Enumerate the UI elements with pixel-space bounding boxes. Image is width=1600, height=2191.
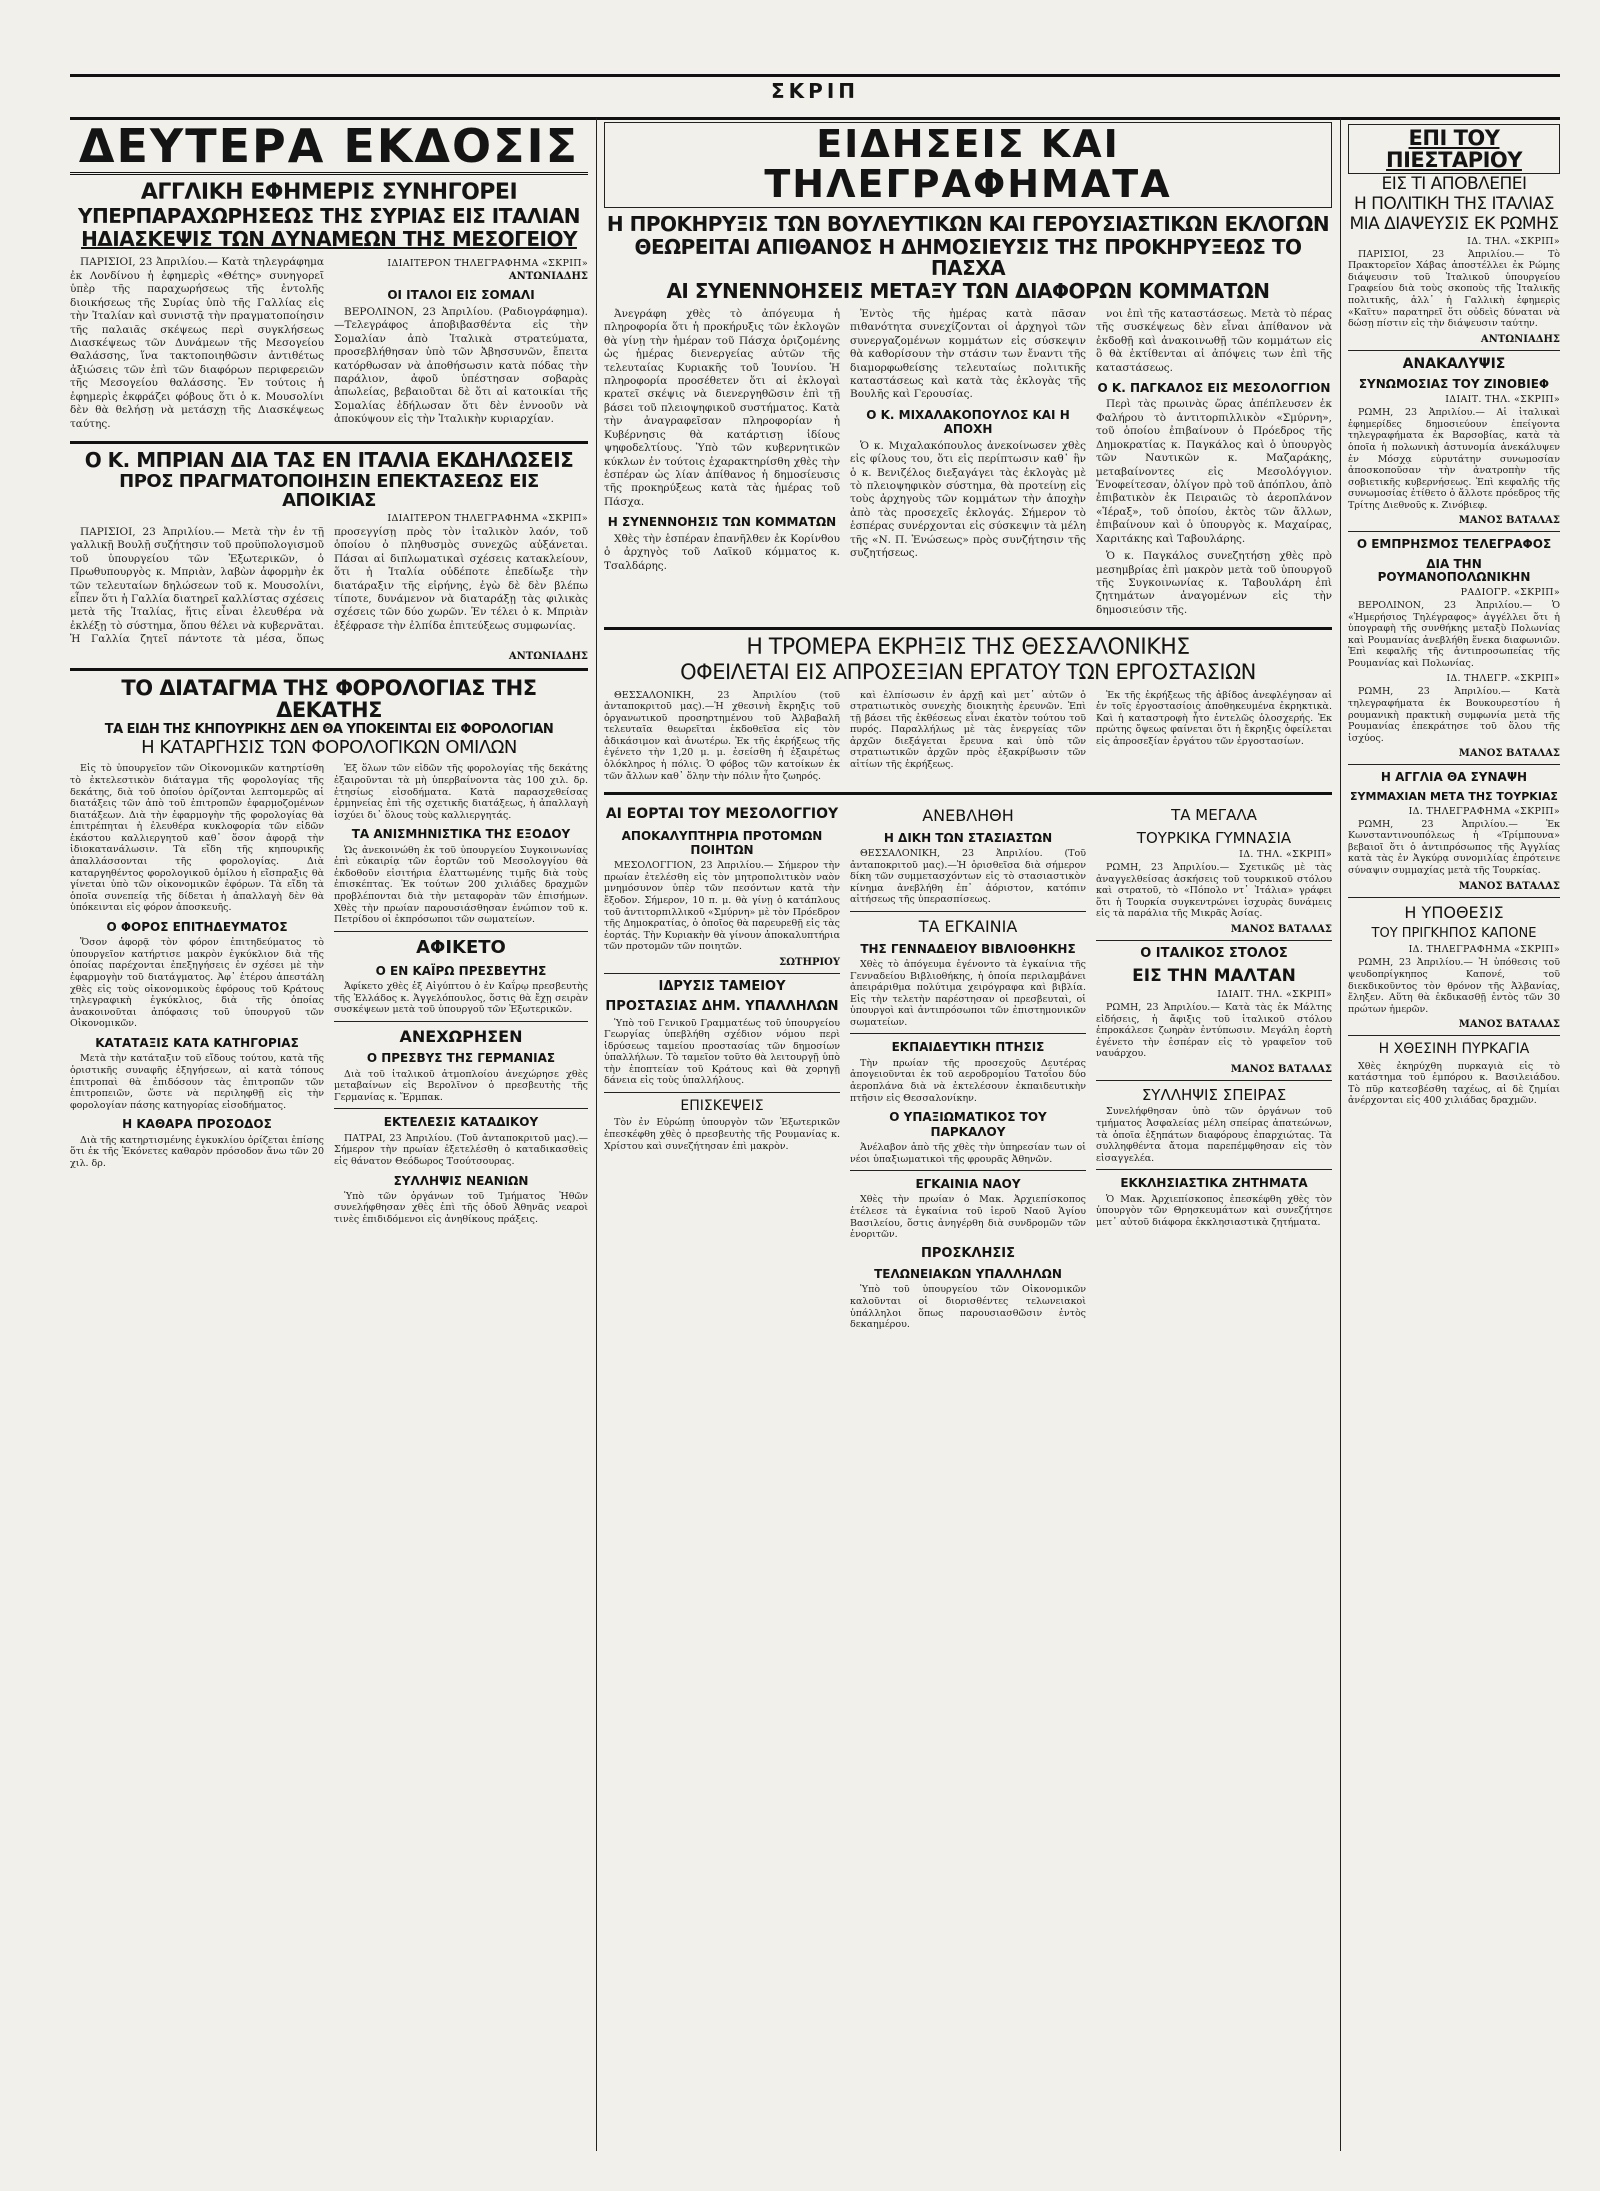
headline: ΘΕΩΡΕΙΤΑΙ ΑΠΙΘΑΝΟΣ Η ΔΗΜΟΣΙΕΥΣΙΣ ΤΗΣ ΠΡΟΚΗΡΥΞΕΩΣ ΤΟ ΠΑΣΧΑ — [634, 234, 1302, 280]
article-text: ΠΑΡΙΣΙΟΙ, 23 Ἀπριλίου.— Τὸ Πρακτορεῖον Χάβας ἀποστέλλει ἐκ Ρώμης διάψευσιν τοῦ Ἰταλικοῦ ὑπουργείου Γραφείου διὰ τοὺς σκοποὺς τῆς Ἰταλικῆς πολιτικῆς, ἀλλ᾽ ἡ Γαλλικὴ ἐφημερὶς «Καϊτυ» παρατηρεῖ ὅτι οὐδεὶς δύναται νὰ δώσῃ πίστιν εἰς τὴν διάψευσιν ταύτην. — [1348, 248, 1560, 330]
headline: ΤΟΥ ΠΡΙΓΚΗΠΟΣ ΚΑΠΟΝΕ — [1371, 926, 1537, 942]
section-rule — [1348, 350, 1560, 351]
headline: Ο Κ. ΜΠΡΙΑΝ ΔΙΑ ΤΑΣ ΕΝ ΙΤΑΛΙΑ ΕΚΔΗΛΩΣΕΙΣ — [84, 448, 574, 473]
author-signature: ΑΝΤΩΝΙΑΔΗΣ — [1480, 333, 1560, 345]
article-text: ΡΩΜΗ, 23 Ἀπριλίου.— Σχετικῶς μὲ τὰς ἀναγγελθείσας ἀσκήσεις τοῦ τουρκικοῦ στόλου καὶ στρατοῦ, τὸ «Πόπολο ντ᾽ Ἰτάλια» γράφει ὅτι ἡ Τουρκία συγκεντρώνει ἰσχυρὰς δυνάμεις εἰς τὰ παράλια τῆς Μικρᾶς Ἀσίας. — [1096, 862, 1332, 920]
lower-center-articles — [604, 801, 1332, 1335]
subheadline: Ο ΕΝ ΚΑΪΡΩ ΠΡΕΣΒΕΥΤΗΣ — [375, 963, 547, 978]
article-text: Ἀνέλαβον ἀπὸ τῆς χθὲς τὴν ὑπηρεσίαν των οἱ νέοι ὑπαξιωματικοὶ τῆς φρουρᾶς Ἀθηνῶν. — [850, 1141, 1086, 1165]
subheadline: Ο ΦΟΡΟΣ ΕΠΙΤΗΔΕΥΜΑΤΟΣ — [106, 919, 288, 934]
masthead — [70, 74, 1560, 120]
byline: ΙΔ. ΤΗΛΕΓΡΑΦΗΜΑ «ΣΚΡΙΠ» — [1408, 805, 1560, 817]
headline: ΑΦΙΚΕΤΟ — [416, 936, 506, 958]
article-text: ΡΩΜΗ, 23 Ἀπριλίου.— Κατὰ τὰς ἐκ Μάλτης εἰδήσεις, ἡ ἄφιξις τοῦ ἰταλικοῦ στόλου ἐπροκάλεσε ζωηρὰν ἐντύπωσιν. Μεγάλη ἑορτὴ ἐγένετο τὴν ἑσπέραν εἰς τὸ γραφεῖον τοῦ ναυάρχου. — [1096, 1002, 1332, 1060]
article-text: Ἐντὸς τῆς ἡμέρας κατὰ πᾶσαν πιθανότητα συνεχίζονται οἱ ἀρχηγοὶ τῶν συνεργαζομένων κομμάτων εἰς σύσκεψιν θὰ καθορίσουν τὴν στάσιν των ἔναντι τῆς διαμορφωθείσης τελευταίως πολιτικῆς καταστάσεως καὶ κατὰ τὰς ἐκλογὰς τῆς Βουλῆς καὶ Γερουσίας. — [850, 307, 1086, 401]
subheadline: ΑΠΟΚΑΛΥΠΤΗΡΙΑ ΠΡΟΤΟΜΩΝ ΠΟΙΗΤΩΝ — [621, 828, 823, 857]
section-rule — [1096, 940, 1332, 941]
section-rule — [850, 1170, 1086, 1171]
article-text: Περὶ τὰς πρωινὰς ὥρας ἀπέπλευσεν ἐκ Φαλήρου τὸ ἀντιτορπιλλικὸν «Σμύρνη», τοῦ ὁποίου ἐπιβαίνουν ὁ Πρόεδρος τῆς Δημοκρατίας κ. Παγκάλος καὶ ὁ ὑπουργὸς τῶν Ναυτικῶν κ. Μαζαράκης, μεταβαίνοντες εἰς Μεσολόγγιον. Ἐνοφείτεσαν, ὀλίγον πρὸ τοῦ ἀπόπλου, ἀπὸ ἐπιβατικὸν ἐκ Πειραιῶς τὸ ἀεροπλάνον «Ἱέραξ», τοῦ ὁποίου, ἐκτὸς τῶν ἄλλων, ἐπιβαίνουν καὶ ὁ ὑπουργὸς κ. Μαχαίρας, Χαριτάκης καὶ Ταβουλάρης. — [1096, 398, 1332, 545]
byline: ΙΔΙΑΙΤΕΡΟΝ ΤΗΛΕΓΡΑΦΗΜΑ «ΣΚΡΙΠ» — [387, 258, 588, 270]
subheadline: ΤΗΣ ΓΕΝΝΑΔΕΙΟΥ ΒΙΒΛΙΟΘΗΚΗΣ — [860, 941, 1076, 956]
subheadline: Ο ΠΡΕΣΒΥΣ ΤΗΣ ΓΕΡΜΑΝΙΑΣ — [366, 1051, 556, 1066]
news-banner: ΕΙΔΗΣΕΙΣ ΚΑΙ ΤΗΛΕΓΡΑΦΗΜΑΤΑ — [604, 122, 1332, 208]
left-section — [70, 122, 588, 2152]
article-text: Ὑπὸ τοῦ Γενικοῦ Γραμματέως τοῦ ὑπουργείου Γεωργίας ὑπεβλήθη σχέδιον νόμου περὶ ἱδρύσεως ταμείου προστασίας τῶν δημοσίων ὑπαλλήλων. Τὸ ταμεῖον τοῦτο θὰ λειτουργῇ ὑπὸ τὴν ἐποπτείαν τοῦ Κράτους καὶ θὰ χορηγῇ δάνεια εἰς τοὺς ὑπαλλήλους. — [604, 1017, 840, 1087]
article-text: Ὁ Μακ. Ἀρχιεπίσκοπος ἐπεσκέφθη χθὲς τὸν ὑπουργὸν τῶν Θρησκευμάτων καὶ συνεζήτησε μετ᾽ αὐτοῦ διάφορα ἐκκλησιαστικὰ ζητήματα. — [1096, 1193, 1332, 1228]
headline: ΣΥΛΛΗΨΙΣ ΣΠΕΙΡΑΣ — [1141, 1085, 1287, 1104]
author-signature: ΜΑΝΟΣ ΒΑΤΑΛΑΣ — [1230, 1063, 1332, 1075]
article-text: Χθὲς τὴν πρωίαν ὁ Μακ. Ἀρχιεπίσκοπος ἐτέλεσε τὰ ἐγκαίνια τοῦ ἱεροῦ Ναοῦ Ἁγίου Βασιλείου, ὅστις ἀνηγέρθη διὰ συνδρομῶν τῶν ἐνοριτῶν. — [850, 1194, 1086, 1241]
author-signature: ΑΝΤΩΝΙΑΔΗΣ — [508, 650, 588, 662]
headline: ΕΙΣ ΤΙ ΑΠΟΒΛΕΠΕΙ — [1381, 174, 1527, 195]
center-section — [604, 122, 1332, 2152]
article-text: ΘΕΣΣΑΛΟΝΙΚΗ, 23 Ἀπριλίου (τοῦ ἀνταποκριτοῦ μας).—Ἡ χθεσινὴ ἔκρηξις τοῦ ὀργανωτικοῦ προσηρτημένου τοῦ Ἀλβαβαλῆ τελευταῖα θεωρεῖται ἐκδοθεῖσα εἰς τὸν ἀδικάσιμον καὶ ἀνωτέρω. Ἐκ τῆς ἐκρήξεως τῆς ἐγένετο τὴν 1,20 μ. μ. ἐσείσθη ἡ ἐξαιρέτως ὁλόκληρος ἡ πόλις. Ὁ φόβος τῶν κατοίκων ἐκ τῶν ἄλλων καθ᾽ ὅλην τὴν πόλιν ἦτο ζωηρός. — [604, 689, 840, 782]
column-divider — [1340, 118, 1341, 2151]
article-text: ΡΩΜΗ, 23 Ἀπριλίου.— Ἡ ὑπόθεσις τοῦ ψευδοπρίγκηπος Καπονέ, τοῦ διεκδικοῦντος τὸν θρόνον τῆς Ἀλβανίας, ἔληξεν. Αὕτη θὰ ἐκδικασθῇ ἐντὸς τῶν 30 πρώτων ἡμερῶν. — [1348, 957, 1560, 1015]
byline: ΙΔ. ΤΗΛΕΓΡΑΦΗΜΑ «ΣΚΡΙΠ» — [1408, 944, 1560, 956]
byline: ΡΑΔΙΟΓΡ. «ΣΚΡΙΠ» — [1460, 587, 1560, 599]
article-text: ΘΕΣΣΑΛΟΝΙΚΗ, 23 Ἀπριλίου. (Τοῦ ἀνταποκριτοῦ μας).—Ἡ ὁρισθεῖσα διὰ σήμερον δίκη τῶν συμμετασχόντων εἰς τὸ στασιαστικὸν κίνημα ἀνεβλήθη ἐπ᾽ ἀόριστον, κατόπιν αἰτήσεως τῆς ὑπερασπίσεως. — [850, 848, 1086, 906]
byline: ΙΔ. ΤΗΛ. «ΣΚΡΙΠ» — [1239, 849, 1332, 861]
subheadline: ΚΑΤΑΤΑΞΙΣ ΚΑΤΑ ΚΑΤΗΓΟΡΙΑΣ — [95, 1035, 299, 1050]
headline: Η ΥΠΟΘΕΣΙΣ — [1404, 902, 1504, 922]
byline: ΙΔΙΑΙΤ. ΤΗΛ. «ΣΚΡΙΠ» — [1445, 394, 1560, 406]
subheadline: ΕΓΚΑΙΝΙΑ ΝΑΟΥ — [915, 1177, 1021, 1192]
headline: Η ΠΡΟΚΗΡΥΞΙΣ ΤΩΝ ΒΟΥΛΕΥΤΙΚΩΝ ΚΑΙ ΓΕΡΟΥΣΙΑΣΤΙΚΩΝ ΕΚΛΟΓΩΝ — [606, 211, 1330, 236]
section-rule — [1348, 531, 1560, 532]
headline: ΤΑ ΜΕΓΑΛΑ — [1171, 806, 1257, 825]
article-text: Μετὰ τὴν κατάταξιν τοῦ εἴδους τούτου, κατὰ τῆς ὁριστικῆς συναφῆς ἐξηγήσεων, αἱ κατὰ τόπους ἐπιτροπαὶ θὰ ἐπιδόσουν τὰς ἐπιτροπῶν τῶν ἐπιτροπειῶν, ὥστε νὰ περιληφθῇ εἰς τὴν φορολογίαν πάσης κατηγορίας εἰσοδήματος. — [70, 1053, 324, 1111]
headline: ΑΝΕΧΩΡΗΣΕΝ — [399, 1026, 523, 1046]
article-text: Ἐκ τῆς ἐκρήξεως τῆς ἀβίδος ἀνεφλέγησαν αἱ ἐν τοῖς ἐργοστασίοις ἀποθηκευμένα ἐκρηκτικὰ. Καὶ ἡ καταστροφὴ ἦτο ἐντελῶς ὁλοσχερής. Ἐκ πρώτης ὄψεως φαίνεται ὅτι ἡ ἔκρηξις ὀφείλεται εἰς ἀπροσεξίαν ἐργάτου τῶν ἐργοστασίων. — [1096, 689, 1332, 747]
subheadline: Ο Κ. ΠΑΓΚΑΛΟΣ ΕΙΣ ΜΕΣΟΛΟΓΓΙΟΝ — [1097, 380, 1331, 395]
section-rule — [70, 441, 588, 444]
headline: ΗΔΙΑΣΚΕΨΙΣ ΤΩΝ ΔΥΝΑΜΕΩΝ ΤΗΣ ΜΕΣΟΓΕΙΟΥ — [81, 227, 577, 252]
article-text: Χθὲς τὴν ἑσπέραν ἐπανῆλθεν ἐκ Κορίνθου ὁ ἀρχηγὸς τοῦ Λαϊκοῦ κόμματος κ. Τσαλδάρης. — [604, 532, 840, 572]
article-text: ΒΕΡΟΛΙΝΟΝ, 23 Ἀπριλίου.— Ὁ «Ἡμερήσιος Τηλέγραφος» ἀγγέλλει ὅτι ἡ ὑπογραφὴ τῆς συνθήκης μεταξὺ Πολωνίας καὶ Ρουμανίας ἀνεβλήθη ἕνεκα διαφωνιῶν. Ἐπὶ κεφαλῆς τῆς ἀντιπροσωπείας τῆς Ρουμανίας καὶ Πολωνίας. — [1348, 600, 1560, 669]
headline: ΑΙ ΣΥΝΕΝΝΟΗΣΕΙΣ ΜΕΤΑΞΥ ΤΩΝ ΔΙΑΦΟΡΩΝ ΚΟΜΜΑΤΩΝ — [666, 278, 1270, 303]
section-rule — [604, 1092, 840, 1093]
headline: ΤΑ ΕΙΔΗ ΤΗΣ ΚΗΠΟΥΡΙΚΗΣ ΔΕΝ ΘΑ ΥΠΟΚΕΙΝΤΑΙ ΕΙΣ ΦΟΡΟΛΟΓΙΑΝ — [104, 721, 554, 737]
article-text: Ἐξ ὅλων τῶν εἰδῶν τῆς φορολογίας τῆς δεκάτης ἐξαιροῦνται τὰ μὴ ὑπερβαίνοντα τὰς 100 χιλ. δρ. ἐτησίως εἰσοδήματα. Κατὰ παρασχεθείσας ἑρμηνείας ἐπὶ τῆς σχετικῆς διατάξεως, ἡ ἀπαλλαγὴ ἰσχύει δι᾽ ὅλους τοὺς καλλιεργητάς. — [334, 763, 588, 821]
subheadline: ΣΥΛΛΗΨΙΣ ΝΕΑΝΙΩΝ — [393, 1173, 529, 1188]
article-text: Συνελήφθησαν ὑπὸ τῶν ὀργάνων τοῦ τμήματος Ἀσφαλείας μέλη σπείρας ἀπατεώνων, τὰ ὁποῖα ἐξηπάτων διαφόρους ἐπαρχιώτας. Τὰ συλληφθέντα ἄτομα παρεπέμφθησαν εἰς τὸν εἰσαγγελέα. — [1096, 1106, 1332, 1164]
author-signature: ΜΑΝΟΣ ΒΑΤΑΛΑΣ — [1458, 880, 1560, 892]
headline: Ο ΕΜΠΡΗΣΜΟΣ ΤΕΛΕΓΡΑΦΟΣ — [1356, 537, 1552, 552]
headline: ΠΡΟΣ ΠΡΑΓΜΑΤΟΠΟΙΗΣΙΝ ΕΠΕΚΤΑΣΕΩΣ ΕΙΣ ΑΠΟΙΚΙΑΣ — [119, 471, 539, 511]
article-text: Χθὲς ἐκηρύχθη πυρκαγιὰ εἰς τὸ κατάστημα τοῦ ἐμπόρου κ. Βασιλειάδου. Τὸ πῦρ κατεσβέσθη ταχέως, αἱ δὲ ζημίαι ἀνέρχονται εἰς 400 χιλιάδας δραχμῶν. — [1348, 1060, 1560, 1107]
section-rule — [1096, 1080, 1332, 1081]
article-text: Ὡς ἀνεκοινώθη ἐκ τοῦ ὑπουργείου Συγκοινωνίας ἐπὶ εὐκαιρίᾳ τῶν ἑορτῶν τοῦ Μεσολογγίου θὰ ἐκδοθοῦν εἰσιτήρια ἐλαττωμένης τιμῆς διὰ τοὺς ἐπισκέπτας. Ἐκ τούτων 200 χιλιάδες δραχμῶν προβλέπονται διὰ τὴν μεταφορὰν τῶν ἐπισήμων. Χθὲς τὴν πρωίαν παρουσιάσθησαν ἐνώπιον τοῦ κ. Πετρίδου οἱ ἐκπρόσωποι τῶν σωματείων. — [334, 844, 588, 926]
headline: ΑΙ ΕΟΡΤΑΙ ΤΟΥ ΜΕΣΟΛΟΓΓΙΟΥ — [605, 806, 839, 823]
section-rule — [1348, 1035, 1560, 1036]
headline: ΠΡΟΣΤΑΣΙΑΣ ΔΗΜ. ΥΠΑΛΛΗΛΩΝ — [605, 999, 839, 1015]
section-rule — [1096, 1169, 1332, 1170]
section-rule — [850, 911, 1086, 912]
article-text: Ἀνεγράφη χθὲς τὸ ἀπόγευμα ἡ πληροφορία ὅτι ἡ προκήρυξις τῶν ἐκλογῶν θὰ γίνῃ τὴν ἡμέραν τοῦ Πάσχα ὁριζομένης ὡς ἡμέρας διενεργείας αὐτῶν τῆς τελευταίας Κυριακῆς τοῦ Ἰουνίου. Ἡ πληροφορία προσέθετεν ὅτι αἱ ἐκλογαὶ κρατεῖ σκέψις νὰ διενεργηθῶσιν ἐπὶ τῇ βάσει τοῦ πλειοψηφικοῦ συστήματος. Κατὰ τὴν ἀναγραφεῖσαν πληροφορίαν ἡ Κυβέρνησις θὰ κατάρτισῃ ἰδίους ψηφοδελτίους. Ὑπὸ τῶν κυβερνητικῶν κύκλων ἐν τούτοις ἐχαρακτηρίσθη χθὲς τὴν ἑσπέραν ὡς λίαν ἀπίθανος ἡ δημοσίευσις τῆς προκηρύξεως κατὰ τὰς ἡμέρας τοῦ Πάσχα. — [604, 307, 840, 508]
section-rule — [1348, 764, 1560, 765]
article-text: Ὑπὸ τῶν ὀργάνων τοῦ Τμήματος Ἠθῶν συνελήφθησαν χθὲς ἐπὶ τῆς ὁδοῦ Ἀθηνᾶς νεαροὶ τινὲς ἐπιδιδόμενοι εἰς ἀνηθίκους πράξεις. — [334, 1190, 588, 1226]
column-divider — [596, 118, 597, 2151]
article-text: καὶ ἐλπίσωσιν ἐν ἀρχῇ καὶ μετ᾽ αὐτῶν ὁ στρατιωτικὸς συνεχὴς διοικητὴς ἐρευνῶν. Ἐπὶ τῇ βάσει τῆς ἐκθέσεως εἶναι ἐκατὸν τούτου τοῦ πυρός. Παραλλήλως μὲ τὰς ἐνεργείας τῶν ἀρχῶν διεξάγεται ἔρευνα καὶ ὑπὸ τῶν στρατιωτικῶν ἀρχῶν πρὸς ἐξακρίβωσιν τῶν αἰτίων τῆς ἐκρήξεως. — [850, 689, 1086, 770]
article-text: Τὸν ἐν Εὐρώπῃ ὑπουργὸν τῶν Ἐξωτερικῶν ἐπεσκέφθη χθὲς ὁ πρεσβευτὴς τῆς Ρουμανίας κ. Χρίστου καὶ συνεζήτησαν ἐπὶ μακρὸν. — [604, 1117, 840, 1152]
headline: ΑΝΕΒΛΗΘΗ — [922, 806, 1014, 826]
headline: ΕΠΙ ΤΟΥ ΠΙΕΣΤΑΡΙΟΥ — [1348, 124, 1560, 174]
headline: ΔΙΑ ΤΗΝ ΡΟΥΜΑΝΟΠΟΛΩΝΙΚΗΝ — [1377, 556, 1531, 584]
subheadline: ΟΙ ΙΤΑΛΟΙ ΕΙΣ ΣΟΜΑΛΙ — [387, 288, 535, 303]
headline: ΤΟ ΔΙΑΤΑΓΜΑ ΤΗΣ ΦΟΡΟΛΟΓΙΑΣ ΤΗΣ ΔΕΚΑΤΗΣ — [121, 675, 537, 722]
article-text: Εἰς τὸ ὑπουργεῖον τῶν Οἰκονομικῶν κατηρτίσθη τὸ ἐκτελεστικὸν διάταγμα τῆς φορολογίας τῆς δεκάτης, διὰ τοῦ ὁποίου ὁρίζονται λεπτομερῶς αἱ διατάξεις τῶν ἀπὸ τοῦ ἐπιτροπῶν ἐφαρμοζομένων διατάξεων. Διὰ τὴν ἐφαρμογὴν τῆς φορολογίας θὰ ἐπιτρέπηται ἡ ἐλευθέρα κυκλοφορία τῶν εἰδῶν ἑκάστου καλλιεργητοῦ καθ᾽ ὅσον ἀφορᾷ τὴν ἰδιοκατανάλωσιν. Τὰ εἴδη τῆς κηπουρικῆς ἀπαλλάσσονται τῆς φορολογίας. Διὰ καταργηθέντος φορολογικοῦ ὀμίλου ἡ εἴσπραξις θὰ γίνεται ὑπὸ τῶν οἰκονομικῶν ἐφόρων. Τὰ εἴδη τὰ ὁποῖα συνεπείᾳ τῆς δίδεται ἡ ἀπαλλαγὴ δὲν θὰ ὑπόκεινται εἰς φόρον ἀποσκευῆς. — [70, 763, 324, 914]
section-rule — [334, 1108, 588, 1109]
article-text: Ὁ κ. Μιχαλακόπουλος ἀνεκοίνωσεν χθὲς εἰς φίλους του, ὅτι εἰς περίπτωσιν καθ᾽ ἣν ὁ κ. Βενιζέλος διεξαγάγει τὰς ἐκλογὰς μὲ τὸ πλειοψηφικὸν σύστημα, θὰ προτείνῃ εἰς τοὺς ἀρχηγοὺς τῶν κομμάτων τὴν ἀποχὴν ἀπὸ τὰς προσεχεῖς ἐκλογάς. Σήμερον τὸ ἑσπέρας συνέρχονται εἰς σύσκεψιν τὰ μέλη τῆς «Ν. Π. Ἑνώσεως» πρὸς συνζήτησιν τῆς συζητήσεως. — [850, 439, 1086, 560]
article-text: ΠΑΤΡΑΙ, 23 Ἀπριλίου. (Τοῦ ἀνταποκριτοῦ μας).— Σήμερον τὴν πρωίαν ἐξετελέσθη ὁ καταδικασθεὶς εἰς θάνατον Θεόδωρος Τσούτσουρας. — [334, 1132, 588, 1167]
subheadline: ΕΚΚΛΗΣΙΑΣΤΙΚΑ ΖΗΤΗΜΑΤΑ — [1120, 1176, 1308, 1191]
article-text: ΡΩΜΗ, 23 Ἀπριλίου.— Αἱ ἰταλικαὶ ἐφημερίδες δημοσιεύουν ἐπείγοντα τηλεγραφήματα ἐκ Βαρσοβίας, κατὰ τὰ ὁποῖα ἡ πολωνικὴ ἀστυνομία ἀνεκάλυψεν ἐν Μόσχᾳ εὐρυτάτην συνωμοσίαν ἀποσκοποῦσαν τὴν ἀνατροπὴν τῆς σοβιετικῆς κυβερνήσεως. Ἐπὶ κεφαλῆς τῆς συνωμοσίας ἐτίθετο ὁ ἄλλοτε πρόεδρος τῆς Τρίτης Διεθνοῦς κ. Ζινόβιεφ. — [1348, 407, 1560, 511]
second-edition-banner: ΔΕΥΤΕΡΑ ΕΚΔΟΣΙΣ — [70, 122, 588, 175]
subheadline: ΤΕΛΩΝΕΙΑΚΩΝ ΥΠΑΛΛΗΛΩΝ — [874, 1267, 1062, 1282]
author-signature: ΜΑΝΟΣ ΒΑΤΑΛΑΣ — [1458, 515, 1560, 527]
headline: ΟΦΕΙΛΕΤΑΙ ΕΙΣ ΑΠΡΟΣΕΞΙΑΝ ΕΡΓΑΤΟΥ ΤΩΝ ΕΡΓΟΣΤΑΣΙΩΝ — [680, 660, 1256, 685]
section-rule — [604, 973, 840, 974]
headline: Η ΑΓΓΛΙΑ ΘΑ ΣΥΝΑΨΗ — [1380, 770, 1528, 785]
tax-article — [70, 763, 588, 1229]
article-text: Χθὲς τὸ ἀπόγευμα ἐγένοντο τὰ ἐγκαίνια τῆς Γενναδείου Βιβλιοθήκης, ἡ ὁποία περιλαμβάνει ἀπειράριθμα πολύτιμα χειρόγραφα καὶ βιβλία. Εἰς τὴν τελετὴν παρέστησαν οἱ πρεσβευταὶ, οἱ ὑπουργοὶ καὶ ἀντιπρόσωποι τῶν ἐπιστημονικῶν σωματείων. — [850, 958, 1086, 1028]
headline: ΜΙΑ ΔΙΑΨΕΥΣΙΣ ΕΚ ΡΩΜΗΣ — [1349, 213, 1559, 234]
headline: ΤΟΥΡΚΙΚΑ ΓΥΜΝΑΣΙΑ — [1136, 828, 1292, 847]
author-signature: ΑΝΤΩΝΙΑΔΗΣ — [508, 271, 588, 283]
article-text: ΜΕΣΟΛΟΓΓΙΟΝ, 23 Ἀπριλίου.— Σήμερον τὴν πρωίαν ἐτελέσθη εἰς τὸν μητροπολιτικὸν ναὸν μνημόσυνον ὑπὲρ τῶν πεσόντων κατὰ τὴν ἔξοδον. Σήμερον, 10 π. μ. θὰ γίνῃ ὁ κατάπλους τοῦ ἀντιτορπιλλικοῦ «Σμύρνη» μὲ τὸν Πρόεδρον τῆς Δημοκρατίας, ὁ ὁποῖος θὰ παρευρεθῇ εἰς τὰς ἑορτάς. Τὴν Κυριακὴν θὰ γίνουν ἀποκαλυπτήρια τῶν προτομῶν τῶν ποιητῶν. — [604, 860, 840, 953]
section-rule — [1348, 897, 1560, 898]
byline: ΙΔ. ΤΗΛ. «ΣΚΡΙΠ» — [1467, 235, 1560, 247]
article-text: ΠΑΡΙΣΙΟΙ, 23 Ἀπριλίου.— Μετὰ τὴν ἐν τῇ γαλλικῇ Βουλῇ συζήτησιν τοῦ προϋπολογισμοῦ τοῦ ὑπουργείου τῶν Ἐξωτερικῶν, ὁ Πρωθυπουργὸς κ. Μπριὰν, λαβὼν ἀφορμὴν ἐκ τῶν τελευταίων δηλώσεων τοῦ κ. Μουσολίνι, εἶπεν ὅτι ἡ Γαλλία διατηρεῖ καλλίστας σχέσεις μετὰ τῆς Ἰταλίας, ἥτις εἶναι ἐλευθέρα νὰ ἐκλέξῃ τὸ σύστημα, ὅπου θέλει νὰ κυβερνᾶται. Ἡ Γαλλία ζητεῖ πάντοτε τὰ μέσα, ὅπως προσεγγίσῃ πρὸς τὸν ἰταλικὸν λαόν, τοῦ ὁποίου ὁ πληθυσμὸς συνεχῶς αὐξάνεται. Πάσαι αἱ διπλωματικαὶ σχέσεις κατακλείουν, ὅτι ἡ Ἰταλία οὐδέποτε ἐπεδίωξε τὴν διατάραξιν τῆς εἰρήνης, ἐγὼ δὲ δὲν βλέπω τίποτε, δυνάμενον νὰ διαταράξῃ τὰς φιλικὰς σχέσεις τῶν δύο χωρῶν. Ἐν τέλει ὁ κ. Μπριὰν ἐξέφρασε τὴν ἐλπίδα ἐπιτεύξεως συμφωνίας. — [70, 525, 588, 646]
headline: ΙΔΡΥΣΙΣ ΤΑΜΕΙΟΥ — [658, 978, 786, 994]
headline: Η ΠΟΛΙΤΙΚΗ ΤΗΣ ΙΤΑΛΙΑΣ — [1353, 193, 1555, 214]
article-text: Ὁ κ. Παγκάλος συνεζητήσῃ χθὲς πρὸ μεσημβρίας ἐπὶ μακρὸν μετὰ τοῦ ὑπουργοῦ τῆς Συγκοινωνίας κ. Ταβουλάρη ἐπὶ ζητημάτων ἀναγομένων εἰς τὴν δημοσιεύσιν τῆς. — [1096, 550, 1332, 616]
headline: ΠΡΟΣΚΛΗΣΙΣ — [921, 1245, 1015, 1261]
byline: ΙΔΙΑΙΤΕΡΟΝ ΤΗΛΕΓΡΑΦΗΜΑ «ΣΚΡΙΠ» — [387, 512, 588, 524]
subheadline: ΕΚΠΑΙΔΕΥΤΙΚΗ ΠΤΗΣΙΣ — [891, 1040, 1045, 1055]
article-text: ΒΕΡΟΛΙΝΟΝ, 23 Ἀπριλίου. (Ραδιογράφημα).—Τελεγράφος ἀποβιβασθέντα εἰς τὴν Σομαλίαν ἀπὸ Ἰταλικὰ στρατεύματα, προσεβλήθησαν ὑπὸ τῶν Ἀβησσυνῶν, ἔπειτα κατόρθωσαν νὰ ἀποθήσωσιν κατὰ πόδας τὴν παράλιον, ἀφοῦ ὑπέστησαν σοβαρὰς ἀπωλείας, βεβαιοῦται δὲ ὅτι αἱ κατοικίαι τῆς Σομαλίας ἐδήλωσαν ὅτι δὲν ἐννοοῦν νὰ ἀποκύψουν εἰς τὴν Ἰταλικὴν κυριαρχίαν. — [334, 305, 588, 426]
section-rule — [604, 792, 1332, 795]
elections-article — [604, 308, 1332, 622]
subheadline: Ο ΥΠΑΞΙΩΜΑΤΙΚΟΣ ΤΟΥ ΠΑΡΚΑΛΟΥ — [889, 1110, 1047, 1139]
byline: ΙΔΙΑΙΤ. ΤΗΛ. «ΣΚΡΙΠ» — [1217, 989, 1332, 1000]
section-rule — [70, 668, 588, 671]
subheadline: Η ΔΙΚΗ ΤΩΝ ΣΤΑΣΙΑΣΤΩΝ — [883, 830, 1053, 845]
masthead-title: ΣΚΡΙΠ — [771, 79, 859, 103]
headline: Η ΤΡΟΜΕΡΑ ΕΚΡΗΞΙΣ ΤΗΣ ΘΕΣΣΑΛΟΝΙΚΗΣ — [746, 635, 1190, 661]
article-text: Ὑπὸ τοῦ ὑπουργείου τῶν Οἰκονομικῶν καλοῦνται οἱ διορισθέντες τελωνειακοὶ ὑπάλληλοι ὅπως παρουσιασθῶσιν ἐντὸς δεκαημέρου. — [850, 1284, 1086, 1331]
subheadline: ΕΚΤΕΛΕΣΙΣ ΚΑΤΑΔΙΚΟΥ — [383, 1115, 539, 1130]
article-text: Διὰ τοῦ ἰταλικοῦ ἀτμοπλοίου ἀνεχώρησε χθὲς μεταβαίνων εἰς Βερολῖνον ὁ πρεσβευτὴς τῆς Γερμανίας κ. Ἔρμπακ. — [334, 1068, 588, 1103]
section-rule — [334, 1021, 588, 1022]
thessaloniki-article — [604, 690, 1332, 787]
subheadline: Η ΣΥΝΕΝΝΟΗΣΙΣ ΤΩΝ ΚΟΜΜΑΤΩΝ — [607, 515, 837, 530]
lead-article — [70, 256, 588, 435]
author-signature: ΜΑΝΟΣ ΒΑΤΑΛΑΣ — [1458, 748, 1560, 760]
headline: ΕΙΣ ΤΗΝ ΜΑΛΤΑΝ — [1132, 966, 1296, 987]
author-signature: ΜΑΝΟΣ ΒΑΤΑΛΑΣ — [1230, 924, 1332, 936]
author-signature: ΜΑΝΟΣ ΒΑΤΑΛΑΣ — [1458, 1019, 1560, 1031]
article-text: Ἀφίκετο χθὲς ἐξ Αἰγύπτου ὁ ἐν Καΐρῳ πρεσβευτὴς τῆς Ἑλλάδος κ. Ἀγγελόπουλος, ὅστις θὰ ἔχῃ σειρὰν συσκέψεων μετὰ τοῦ ὑπουργοῦ τῶν Ἐξωτερικῶν. — [334, 980, 588, 1016]
section-rule — [334, 931, 588, 932]
section-rule — [604, 627, 1332, 630]
article-text: νοι ἐπὶ τῆς καταστάσεως. Μετὰ τὸ πέρας τῆς συσκέψεως δὲν εἶναι ἀπίθανον νὰ ἐκδοθῇ καὶ ἀνακοινωθῇ τῶν κομμάτων εἰς ὃ θὰ ἐκτίθενται αἱ ἀπόψεις των ἐπὶ τῆς καταστάσεως. — [1096, 307, 1332, 374]
subheadline: Η ΚΑΘΑΡΑ ΠΡΟΣΟΔΟΣ — [122, 1117, 272, 1132]
section-rule — [850, 1033, 1086, 1034]
headline: Η ΧΘΕΣΙΝΗ ΠΥΡΚΑΓΙΑ — [1378, 1041, 1530, 1058]
article-text: ΠΑΡΙΣΙΟΙ, 23 Ἀπριλίου.— Κατὰ τηλεγράφημα ἐκ Λονδίνου ἡ ἐφημερὶς «Θέτης» συνηγορεῖ ὑπὲρ τῆς παραχωρήσεως τῆς ἐντολῆς διοικήσεως τῆς Συρίας ὑπὸ τῆς Γαλλίας εἰς τὴν Ἰταλίαν καὶ συνιστᾷ τὴν πραγματοποίησιν τῆς παλαιᾶς σκέψεως περὶ συγκλήσεως Διασκέψεως τῶν Δυνάμεων τῆς Μεσογείου Θαλάσσης, ἵνα τακτοποιηθῶσιν ἀντιθέτως ἀξιώσεις τῶν ἐπὶ τῶν διαφόρων περιφερειῶν τῆς Μεσογείου θαλάσσης. Ἐν τούτοις ἡ ἐφημερὶς ἐκφράζει φόβους ὅτι ὁ κ. Μουσολίνι δὲν θὰ θελήσῃ νὰ μετάσχῃ τῆς Διασκέψεως ταύτης. — [70, 256, 324, 430]
headline: Η ΚΑΤΑΡΓΗΣΙΣ ΤΩΝ ΦΟΡΟΛΟΓΙΚΩΝ ΟΜΙΛΩΝ — [141, 736, 517, 758]
article-text: Τὴν πρωίαν τῆς προσεχοῦς Δευτέρας ἀπογειοῦνται ἐκ τοῦ αεροδρομίου Τατοΐου δύο ἀεροπλάνα διὰ νὰ ἐκτελέσουν ἐκπαιδευτικὴν πτῆσιν εἰς Θεσσαλονίκην. — [850, 1057, 1086, 1104]
author-signature: ΣΩΤΗΡΙΟΥ — [779, 956, 840, 968]
headline: ΤΑ ΕΓΚΑΙΝΙΑ — [918, 917, 1018, 936]
headline: ΑΝΑΚΑΛΥΨΙΣ — [1402, 355, 1506, 372]
headline: ΥΠΕΡΠΑΡΑΧΩΡΗΣΕΩΣ ΤΗΣ ΣΥΡΙΑΣ ΕΙΣ ΙΤΑΛΙΑΝ — [78, 204, 580, 229]
article-text: Ὅσον ἀφορᾷ τὸν φόρον ἐπιτηδεύματος τὸ ὑπουργεῖον κατήρτισε μακρὸν ἐγκύκλιον διὰ τῆς ὁποίας παρέχονται ἐπεξηγήσεις ἐν σχέσει μὲ τὴν ἐφαρμογὴν τοῦ διατάγματος. Ἀφ᾽ ἑτέρου ἀπεστάλη χθὲς εἰς τοὺς οἰκονομικοὺς ἐφόρους τοῦ Κράτους τηλεγραφικὴ ἐγκύκλιος, διὰ τῆς ὁποίας ἀνακοινοῦται ἀπόφασις τοῦ ὑπουργοῦ τῶν Οἰκονομικῶν. — [70, 937, 324, 1030]
article-text: ΡΩΜΗ, 23 Ἀπριλίου.— Κατὰ τηλεγραφήματα ἐκ Βουκουρεστίου ἡ ρουμανικὴ πρακτικὴ συμφωνία μετὰ τῆς Ρουμανίας ἐπεκράτησε τοῦ ὅλου τῆς ἰσχύος. — [1348, 686, 1560, 744]
headline: ΣΥΝΩΜΟΣΙΑΣ ΤΟΥ ΖΙΝΟΒΙΕΦ — [1358, 377, 1550, 392]
subheadline: Ο Κ. ΜΙΧΑΛΑΚΟΠΟΥΛΟΣ ΚΑΙ Η ΑΠΟΧΗ — [866, 407, 1070, 437]
article-text: ΡΩΜΗ, 23 Ἀπριλίου.— Ἐκ Κωνσταντινουπόλεως ἡ «Τρίμπουνα» βεβαιοῖ ὅτι ὁ ἀντιπρόσωπος τῆς Ἀγγλίας κατὰ τὰς ἐν Ἀγκύρᾳ συνομιλίας ἐπρότεινε σύναψιν συμμαχίας μετὰ τῆς Τουρκίας. — [1348, 818, 1560, 876]
right-section — [1348, 122, 1560, 2152]
headline: ΑΓΓΛΙΚΗ ΕΦΗΜΕΡΙΣ ΣΥΝΗΓΟΡΕΙ — [140, 180, 518, 206]
headline: ΣΥΜΜΑΧΙΑΝ ΜΕΤΑ ΤΗΣ ΤΟΥΡΚΙΑΣ — [1350, 789, 1558, 803]
byline: ΙΔ. ΤΗΛΕΓΡ. «ΣΚΡΙΠ» — [1446, 673, 1560, 685]
headline: ΕΠΙΣΚΕΨΕΙΣ — [680, 1097, 764, 1114]
article-text: Διὰ τῆς κατηρτισμένης ἐγκυκλίου ὁρίζεται ἐπίσης ὅτι ἐκ τῆς Ἐκόνετες καθαρὸν πρόσοδον ἄνω τῶν 20 χιλ. δρ. — [70, 1134, 324, 1169]
headline: Ο ΙΤΑΛΙΚΟΣ ΣΤΟΛΟΣ — [1140, 946, 1288, 962]
subheadline: ΤΑ ΑΝΙΣΜΗΝΙΣΤΙΚΑ ΤΗΣ ΕΞΟΔΟΥ — [351, 827, 571, 842]
